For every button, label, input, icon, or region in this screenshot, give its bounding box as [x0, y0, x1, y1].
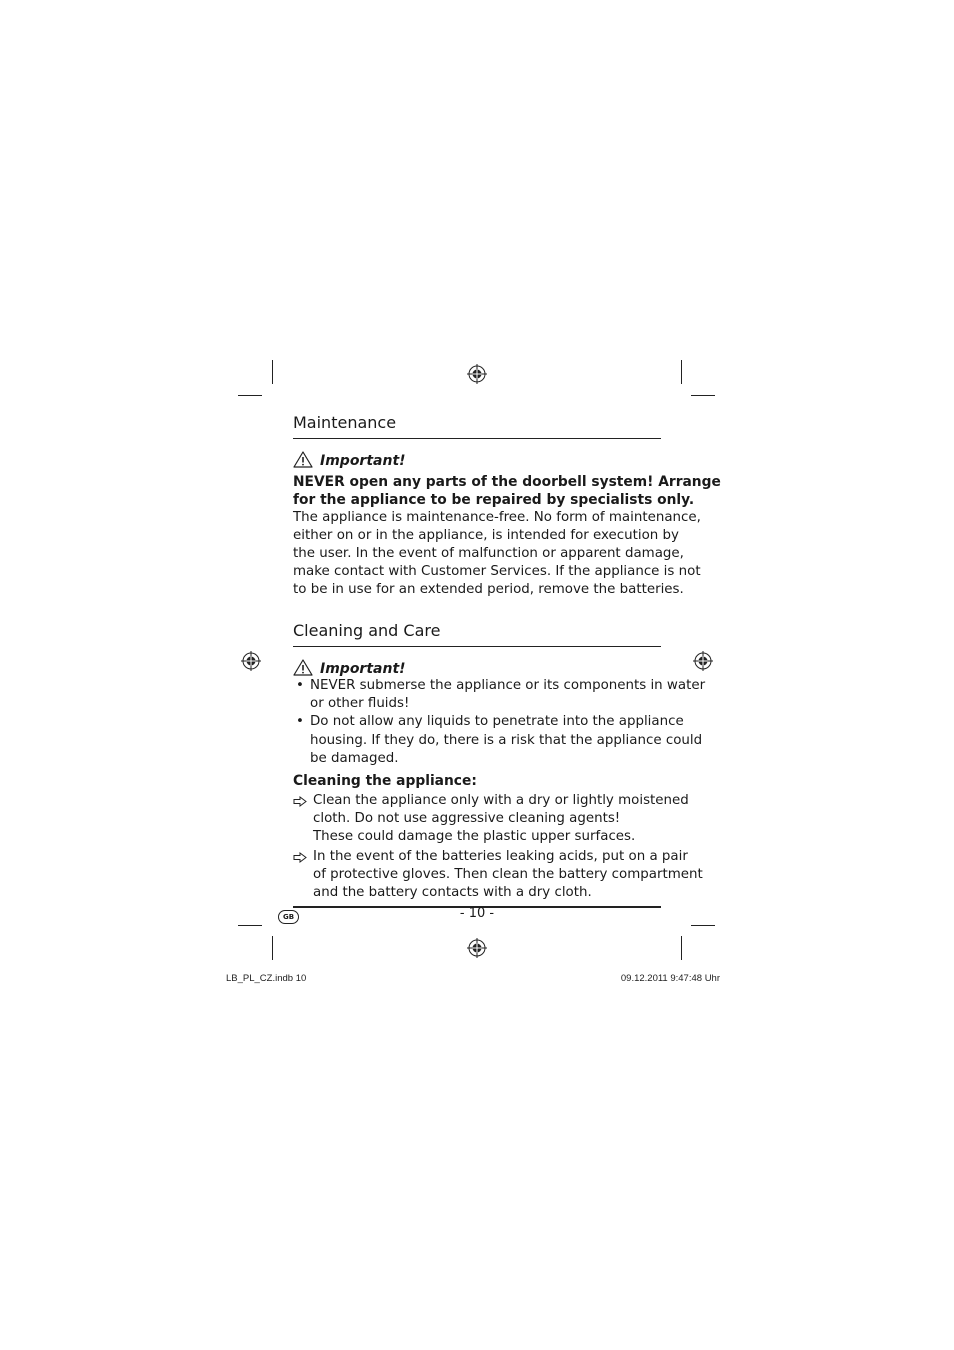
step-line: cloth. Do not use aggressive cleaning agents! — [313, 811, 621, 826]
crop-mark-top-left-vertical — [272, 360, 273, 384]
step-line: In the event of the batteries leaking acids, put on a pair — [313, 849, 688, 864]
registration-mark-icon — [467, 364, 487, 384]
bullet-line: housing. If they do, there is a risk that the appliance could — [310, 733, 703, 748]
important-label: Important! — [320, 453, 406, 469]
file-info: LB_PL_CZ.indb 10 — [226, 973, 307, 984]
crop-mark-top-right-horizontal — [691, 395, 715, 396]
warning-triangle-icon — [293, 451, 313, 468]
registration-mark-icon — [241, 651, 261, 671]
bullet-icon: • — [296, 678, 304, 693]
crop-mark-bottom-left-horizontal — [238, 925, 262, 926]
step-line: and the battery contacts with a dry cloth. — [313, 885, 592, 900]
bullet-line: or other fluids! — [310, 696, 410, 711]
crop-mark-bottom-right-horizontal — [691, 925, 715, 926]
bullet-line: be damaged. — [310, 751, 399, 766]
arrow-outline-icon — [293, 796, 307, 807]
bullet-icon: • — [296, 714, 304, 729]
bullet-line: Do not allow any liquids to penetrate into the appliance — [310, 714, 684, 729]
bullet-line: NEVER submerse the appliance or its components in water — [310, 678, 706, 693]
crop-mark-bottom-left-vertical — [272, 936, 273, 960]
section-divider — [293, 646, 661, 647]
registration-mark-icon — [693, 651, 713, 671]
language-badge: GB — [278, 910, 299, 924]
maintenance-warning-line: NEVER open any parts of the doorbell system! Arrange — [293, 474, 721, 490]
arrow-outline-icon — [293, 852, 307, 863]
step-line: of protective gloves. Then clean the battery compartment — [313, 867, 703, 882]
maintenance-body-line: to be in use for an extended period, remove the batteries. — [293, 582, 684, 597]
warning-triangle-icon — [293, 659, 313, 676]
crop-mark-top-left-horizontal — [238, 395, 262, 396]
crop-mark-bottom-right-vertical — [681, 936, 682, 960]
crop-mark-top-right-vertical — [681, 360, 682, 384]
section-divider — [293, 438, 661, 439]
cleaning-heading: Cleaning and Care — [293, 621, 441, 640]
maintenance-body-line: either on or in the appliance, is intended for execution by — [293, 528, 679, 543]
cleaning-important-note — [293, 659, 406, 677]
print-timestamp: 09.12.2011 9:47:48 Uhr — [620, 973, 720, 984]
registration-mark-icon — [467, 938, 487, 958]
page-number: - 10 - — [459, 906, 495, 921]
maintenance-body-line: the user. In the event of malfunction or apparent damage, — [293, 546, 684, 561]
maintenance-warning-line: for the appliance to be repaired by specialists only. — [293, 492, 695, 508]
maintenance-important-note — [293, 451, 406, 469]
step-line: These could damage the plastic upper surfaces. — [313, 829, 636, 844]
cleaning-subheading: Cleaning the appliance: — [293, 773, 477, 789]
maintenance-heading: Maintenance — [293, 413, 397, 432]
maintenance-body-line: The appliance is maintenance-free. No form of maintenance, — [293, 510, 701, 525]
important-label: Important! — [320, 661, 406, 677]
step-line: Clean the appliance only with a dry or lightly moistened — [313, 793, 689, 808]
maintenance-body-line: make contact with Customer Services. If the appliance is not — [293, 564, 701, 579]
